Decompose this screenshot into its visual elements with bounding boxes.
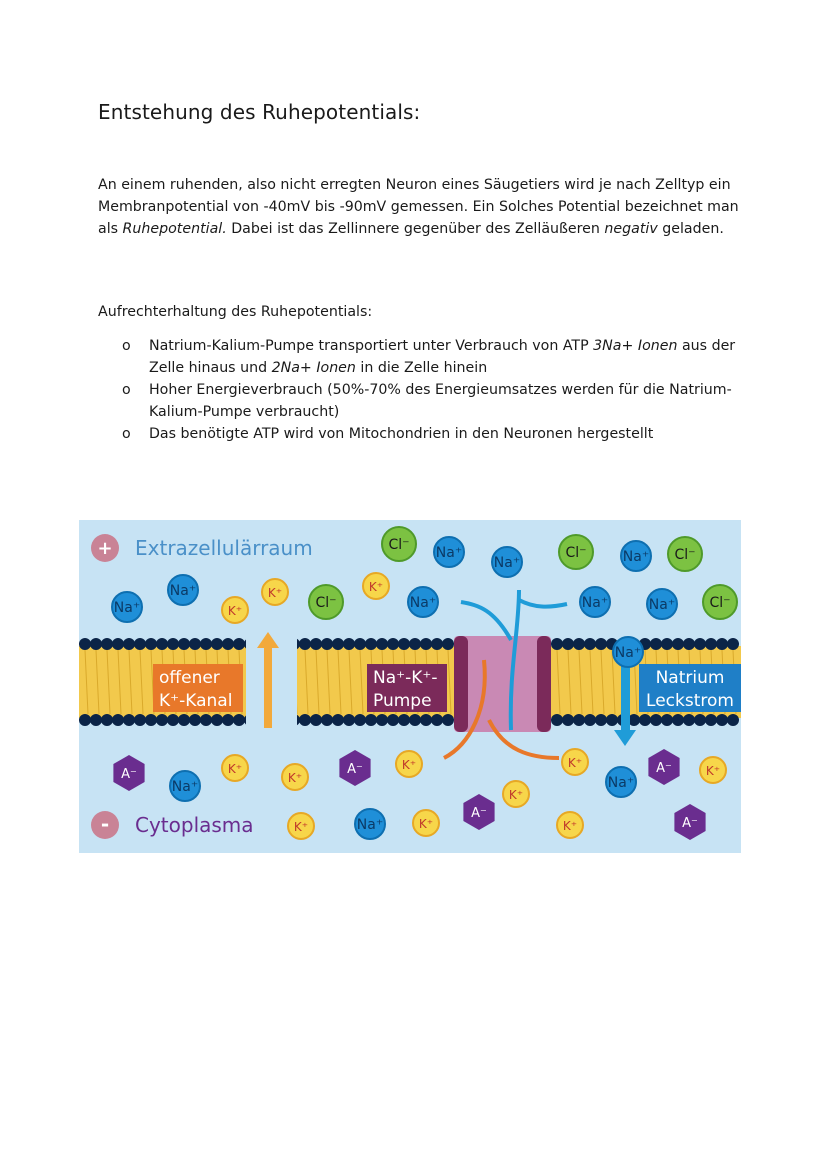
cl-ion [309,585,343,619]
negative-sign: - [100,812,110,836]
phospholipid-head [101,638,113,650]
phospholipid-head [650,714,662,726]
intro-text-2: Dabei ist das Zellinnere gegenüber des Zelläußeren [226,221,605,237]
section-subheading: Aufrechterhaltung des Ruhepotentials: [98,304,373,320]
k-ion [363,573,389,599]
pump-label-line2: Pumpe [373,691,432,711]
ion-label: Cl⁻ [388,537,410,553]
na-ion [112,592,142,622]
phospholipid-head [376,714,388,726]
na-ion [647,589,677,619]
phospholipid-head [233,638,245,650]
cytoplasm-label: Cytoplasma [135,813,254,837]
ion-label: Na⁺ [493,555,521,571]
k-ion [700,757,726,783]
phospholipid-head [101,714,113,726]
list-item [122,335,742,379]
term-negativ: negativ [604,221,658,237]
phospholipid-head [694,714,706,726]
phospholipid-head [639,714,651,726]
list-item [122,423,742,445]
phospholipid-head [332,714,344,726]
phospholipid-head [650,638,662,650]
phospholipid-head [376,638,388,650]
cl-ion [382,527,416,561]
phospholipid-head [727,714,739,726]
k-ion [503,781,529,807]
phospholipid-head [79,714,91,726]
pump-label-line1: Na⁺-K⁺- [373,668,438,688]
phospholipid-head [672,714,684,726]
phospholipid-head [584,714,596,726]
phospholipid-head [211,638,223,650]
phospholipid-head [156,638,168,650]
phospholipid-head [354,714,366,726]
phospholipid-head [222,638,234,650]
na-ion [170,771,200,801]
ion-label: Na⁺ [169,583,197,599]
ion-label: K⁺ [368,580,384,594]
phospholipid-head [573,714,585,726]
phospholipid-head [409,714,421,726]
phospholipid-head [90,714,102,726]
phospholipid-head [661,638,673,650]
na-ion [355,809,385,839]
bullet-text: Hoher Energieverbrauch (50%-70% des Energieumsatzes werden für die Natrium-Kalium-Pumpe verbraucht) [149,382,732,420]
ion-label: K⁺ [227,762,243,776]
phospholipid-head [672,638,684,650]
ion-label: Na⁺ [648,597,676,613]
ion-label: Na⁺ [581,595,609,611]
phospholipid-head [409,638,421,650]
ion-label: Na⁺ [435,545,463,561]
phospholipid-head [716,638,728,650]
na-ion [408,587,438,617]
phospholipid-head [398,714,410,726]
phospholipid-head [387,638,399,650]
k-ion [396,751,422,777]
phospholipid-head [189,714,201,726]
phospholipid-head [123,638,135,650]
ion-label: A⁻ [656,761,672,776]
bullet-circle-icon: o [122,338,131,354]
ion-label: Na⁺ [614,645,642,661]
na-k-pump-wall-right [537,636,551,732]
ion-label: A⁻ [347,762,363,777]
ion-label: Na⁺ [409,595,437,611]
ion-label: A⁻ [682,816,698,831]
extracellular-label: Extrazellulärraum [135,536,313,560]
ion-label: K⁺ [227,604,243,618]
k-ion [413,810,439,836]
phospholipid-head [727,638,739,650]
na-ion [580,587,610,617]
phospholipid-head [332,638,344,650]
k-ion [282,764,308,790]
k-ion [288,813,314,839]
phospholipid-head [606,714,618,726]
phospholipid-head [145,714,157,726]
phospholipid-head [343,714,355,726]
phospholipid-head [694,638,706,650]
k-ion [262,579,288,605]
ion-label: K⁺ [267,586,283,600]
ion-label: Na⁺ [622,549,650,565]
ion-label: K⁺ [562,819,578,833]
phospholipid-head [365,714,377,726]
phospholipid-head [134,638,146,650]
k-ion [562,749,588,775]
bullet-em: 2Na+ Ionen [271,360,356,376]
phospholipid-head [310,638,322,650]
na-ion [492,547,522,577]
na-ion [613,637,643,667]
list-item [122,379,742,423]
intro-paragraph [98,174,748,240]
bullet-text: Das benötigte ATP wird von Mitochondrien in den Neuronen hergestellt [149,426,654,442]
k-channel-arrow-shaft [264,648,272,728]
k-channel-label-line2: K⁺-Kanal [159,691,233,711]
phospholipid-head [683,714,695,726]
bullet-circle-icon: o [122,426,131,442]
bullet-text: Natrium-Kalium-Pumpe transportiert unter Verbrauch von ATP [149,338,594,354]
phospholipid-head [233,714,245,726]
phospholipid-head [420,714,432,726]
bullet-text: in die Zelle hinein [355,360,488,376]
phospholipid-head [167,714,179,726]
bullet-text: aus der Zelle hinaus und [149,338,736,376]
phospholipid-head [584,638,596,650]
phospholipid-head [112,714,124,726]
ion-label: Na⁺ [171,779,199,795]
phospholipid-head [595,714,607,726]
na-ion [606,767,636,797]
membrane-illustration [79,520,741,853]
ion-label: Na⁺ [356,817,384,833]
cl-ion [559,535,593,569]
phospholipid-head [716,714,728,726]
ion-label: Cl⁻ [565,545,587,561]
ion-label: K⁺ [293,820,309,834]
phospholipid-head [222,714,234,726]
na-ion [621,541,651,571]
phospholipid-head [299,638,311,650]
phospholipid-head [167,638,179,650]
cl-ion [703,585,737,619]
phospholipid-head [398,638,410,650]
phospholipid-head [321,714,333,726]
phospholipid-head [310,714,322,726]
na-ion [168,575,198,605]
ion-label: K⁺ [567,756,583,770]
phospholipid-head [134,714,146,726]
phospholipid-head [200,638,212,650]
phospholipid-head [431,638,443,650]
phospholipid-head [420,638,432,650]
phospholipid-head [90,638,102,650]
ion-label: K⁺ [418,817,434,831]
phospholipid-head [321,638,333,650]
k-ion [557,812,583,838]
phospholipid-head [200,714,212,726]
phospholipid-head [562,714,574,726]
page-title: Entstehung des Ruhepotentials: [98,100,421,124]
phospholipid-head [442,638,454,650]
phospholipid-head [112,638,124,650]
ion-label: A⁻ [471,806,487,821]
intro-text-1: An einem ruhenden, also nicht erregten Neuron eines Säugetiers wird je nach Zelltyp ein Membranpotential von -40mV bis -90mV gemessen. Ein Solches Potential bezeichnet man als [98,177,739,237]
phospholipid-head [431,714,443,726]
k-ion [222,755,248,781]
ion-label: Cl⁻ [315,595,337,611]
phospholipid-head [661,714,673,726]
ion-label: K⁺ [705,764,721,778]
phospholipid-head [705,714,717,726]
phospholipid-head [211,714,223,726]
ion-label: Na⁺ [113,600,141,616]
phospholipid-head [562,638,574,650]
ion-label: Cl⁻ [709,595,731,611]
phospholipid-head [343,638,355,650]
phospholipid-head [145,638,157,650]
phospholipid-head [156,714,168,726]
k-channel-label-line1: offener [159,668,220,688]
phospholipid-head [683,638,695,650]
ion-label: K⁺ [401,758,417,772]
phospholipid-head [387,714,399,726]
phospholipid-head [178,714,190,726]
phospholipid-head [595,638,607,650]
bullet-circle-icon: o [122,382,131,398]
phospholipid-head [354,638,366,650]
k-ion [222,597,248,623]
ion-label: A⁻ [121,767,137,782]
intro-text-3: geladen. [657,221,724,237]
leak-label-line2: Leckstrom [646,691,734,711]
positive-sign: + [97,538,113,559]
resting-potential-diagram [79,520,741,853]
na-k-pump-wall-left [454,636,468,732]
bullet-list [122,335,742,445]
leak-label-line1: Natrium [655,668,725,688]
phospholipid-head [573,638,585,650]
bullet-em: 3Na+ Ionen [593,338,678,354]
phospholipid-head [299,714,311,726]
phospholipid-head [189,638,201,650]
na-ion [434,537,464,567]
phospholipid-head [123,714,135,726]
term-ruhepotential: Ruhepotential. [122,221,227,237]
phospholipid-head [705,638,717,650]
phospholipid-head [442,714,454,726]
phospholipid-head [79,638,91,650]
phospholipid-head [365,638,377,650]
phospholipid-head [551,714,563,726]
ion-label: K⁺ [508,788,524,802]
ion-label: Cl⁻ [674,547,696,563]
k-channel-gap [289,632,297,732]
cl-ion [668,537,702,571]
ion-label: Na⁺ [607,775,635,791]
phospholipid-head [551,638,563,650]
ion-label: K⁺ [287,771,303,785]
na-k-pump-body [454,636,551,732]
phospholipid-head [178,638,190,650]
